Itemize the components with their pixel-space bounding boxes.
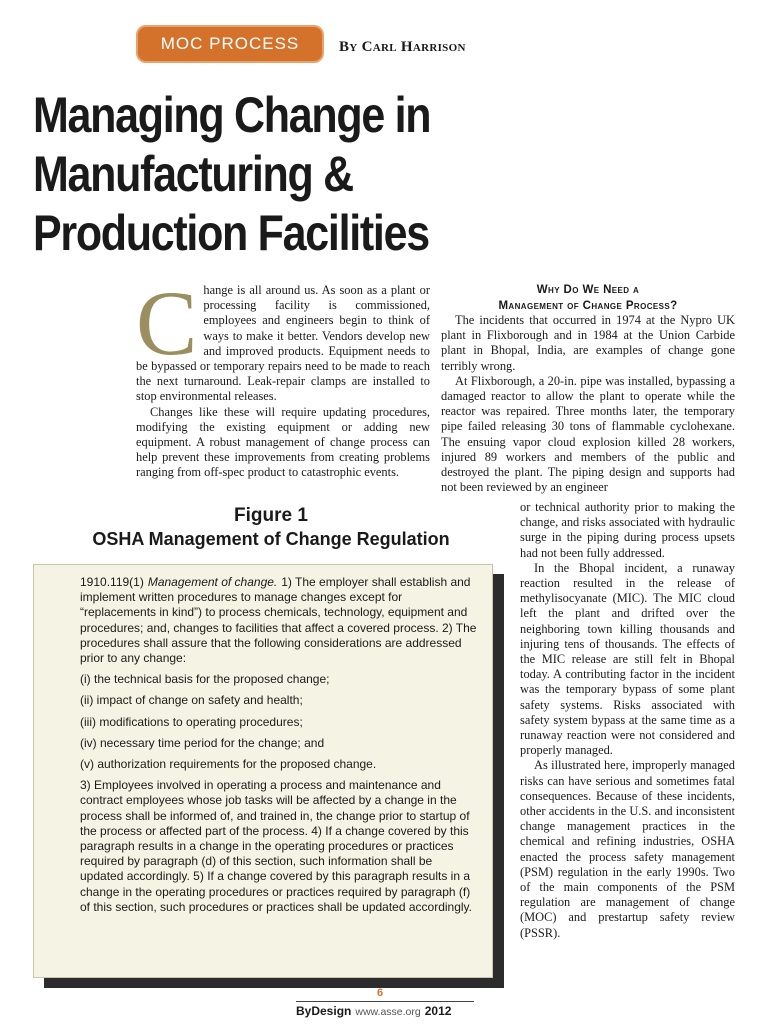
subhead-line-1: Why Do We Need a [536, 284, 640, 296]
regulation-item: (ii) impact of change on safety and health; [80, 693, 303, 708]
publication-name: ByDesign [296, 1004, 352, 1018]
body-paragraph-4: As illustrated here, improperly managed risks can have serious and sometimes fatal consequences. Because of these incidents, other accidents in the U.S. and inconsistent change management practices in the chemical and refining industries, OSHA enacted the process safety management (PSM) regulation in the early 1990s. Two of the main components of the PSM regulation are management of change (MOC) and prestartup safety review (PSSR). [520, 758, 735, 940]
page-number: 6 [377, 987, 384, 999]
right-column-upper [441, 313, 735, 495]
regulation-paragraph-1-text: 1) The employer shall establish and implement written procedures to manage changes except for “replacements in kind”) to process chemicals, technology, equipment and procedures; and, changes to facilities that affect a covered process. 2) The procedures shall assure that the following considerations are addressed prior to any change: [80, 575, 477, 666]
regulation-paragraph-1 [80, 575, 478, 666]
website-url: www.asse.org [355, 1006, 421, 1018]
subhead-line-2: Management of Change Process? [498, 300, 678, 312]
section-label-badge: MOC PROCESS [136, 25, 324, 63]
intro-paragraph-2: Changes like these will require updating procedures, modifying the existing equipment or adding new equipment. A robust management of change process can help prevent these improvements from creating problems ranging from off-spec product to catastrophic events. [136, 404, 430, 480]
regulation-item: (iv) necessary time period for the change; and [80, 735, 325, 750]
body-paragraph-2: At Flixborough, a 20-in. pipe was installed, bypassing a damaged reactor to allow the plant to operate while the reactor was repaired. Three months later, the temporary pipe failed releasing 30 tons of flammable cyclohexane. The ensuing vapor cloud explosion killed 28 workers, injured 89 workers and members of the public and destroyed the plant. The piping design and supports had not been reviewed by an engineer [441, 373, 735, 495]
publication-year: 2012 [424, 1004, 452, 1018]
footer-divider [296, 1001, 474, 1002]
title-line-3: Production Facilities [33, 205, 429, 261]
article-title [33, 86, 437, 263]
intro-column [136, 272, 430, 481]
regulation-number: 1910.119(1) [80, 575, 144, 589]
regulation-title: Management of change. [147, 575, 278, 589]
intro-paragraph-1 [136, 272, 430, 405]
drop-cap: C [136, 272, 198, 374]
regulation-item: (v) authorization requirements for the proposed change. [80, 757, 377, 772]
body-paragraph-2-continued: or technical authority prior to making the change, and risks associated with hydraulic surge in the piping during process upsets had not been fully addressed. [520, 500, 735, 560]
regulation-box [33, 564, 493, 978]
regulation-paragraph-2: 3) Employees involved in operating a process and maintenance and contract employees whose job tasks will be affected by a change in the process shall be informed of, and trained in, the change prior to startup of the process or affected part of the process. 4) If a change covered by this paragraph results in a change in the operating procedures or practices required by paragraph (d) of this section, such information shall be updated accordingly. 5) If a change covered by this paragraph results in a change in the operating procedures or practices required by paragraph (f) of this section, such procedures or practices shall be updated accordingly. [80, 778, 472, 914]
figure-title: OSHA Management of Change Regulation [92, 529, 450, 549]
intro-paragraph-1-text: hange is all around us. As soon as a plant or processing facility is commissioned, employees and engineers begin to think of ways to make it better. Vendors develop new and improved products. Equipment needs to be bypassed or temporary repairs need to be made to reach the next turnaround. Leak-repair clamps are installed to stop environmental releases. [136, 283, 430, 404]
regulation-item: (iii) modifications to operating procedures; [80, 714, 303, 729]
byline: By Carl Harrison [339, 39, 466, 55]
figure-label: Figure 1 [234, 505, 308, 526]
title-line-1: Managing Change in [33, 87, 431, 143]
regulation-item: (i) the technical basis for the proposed change; [80, 672, 330, 687]
right-column-lower [520, 500, 735, 941]
body-paragraph-1: The incidents that occurred in 1974 at the Nypro UK plant in Flixborough and in 1984 at the Union Carbide plant in Bhopal, India, are examples of change gone terribly wrong. [441, 313, 735, 373]
section-subhead [441, 282, 735, 314]
title-line-2: Manufacturing & [33, 146, 353, 202]
footer [296, 1004, 476, 1018]
body-paragraph-3: In the Bhopal incident, a runaway reaction resulted in the release of methylisocyanate (MIC). The MIC cloud left the plant and drifted over the neighboring town killing thousands and injuring tens of thousands. The effects of the MIC release are still felt in Bhopal today. A contributing factor in the incident was the temporary bypass of some plant safety systems. Risks associated with safety system bypass at the same time as a runaway reaction were not considered and properly managed. [520, 560, 735, 758]
